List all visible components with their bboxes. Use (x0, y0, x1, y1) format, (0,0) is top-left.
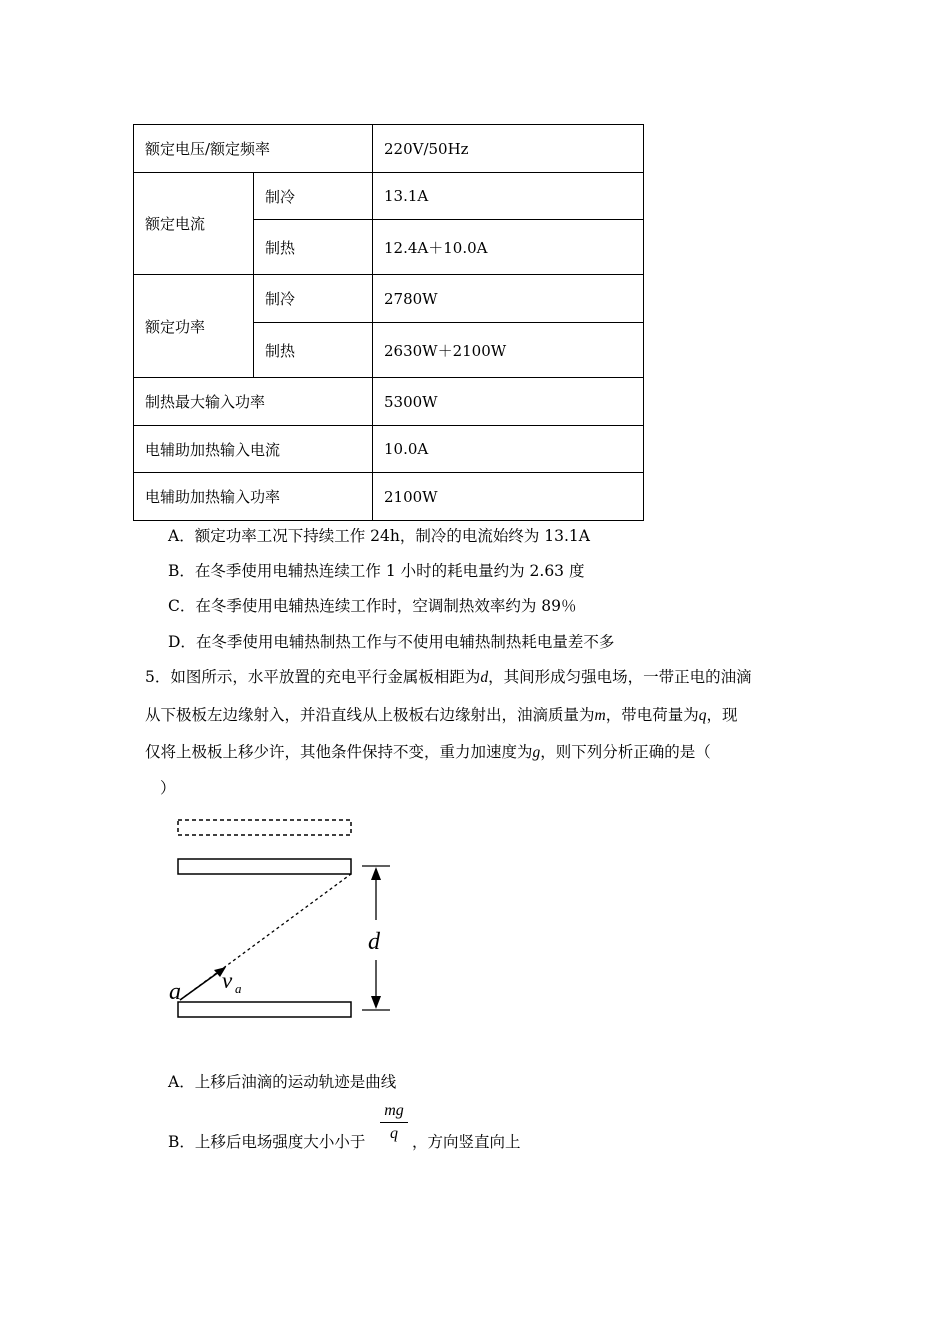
fraction-denominator: q (390, 1125, 398, 1142)
var-d: d (480, 669, 489, 686)
label-v-subscript: a (235, 981, 242, 996)
q5-stem-line4: ） (160, 779, 176, 797)
q5-text: ，其间形成匀强电场，一带正电的油滴 (488, 668, 752, 686)
q5-text: 5．如图所示，水平放置的充电平行金属板相距为 (145, 668, 481, 686)
moved-plate-dashed (178, 820, 351, 835)
q5-text: ，则下列分析正确的是（ (540, 743, 711, 761)
fraction-mg-over-q (380, 1102, 408, 1143)
cell-value: 13.1A (373, 173, 644, 220)
label-d: d (368, 929, 380, 955)
table-row (134, 275, 644, 323)
q5-text: 从下极板左边缘射入，并沿直线从上极板右边缘射出，油滴质量为 (145, 706, 595, 724)
cell-value: 2780W (373, 275, 644, 323)
q5-option-a: A．上移后油滴的运动轨迹是曲线 (168, 1073, 397, 1091)
var-q: q (698, 707, 707, 724)
cell-mode: 制冷 (254, 173, 373, 220)
q4-option-d: D．在冬季使用电辅热制热工作与不使用电辅热制热耗电量差不多 (168, 633, 615, 651)
label-a: a (169, 979, 181, 1005)
table-row (134, 125, 644, 173)
fraction-numerator: mg (380, 1102, 408, 1123)
cell-label: 电辅助加热输入功率 (134, 473, 373, 521)
cell-value: 5300W (373, 378, 644, 426)
q4-option-b: B．在冬季使用电辅热连续工作 1 小时的耗电量约为 2.63 度 (168, 562, 585, 580)
cell-label: 额定功率 (134, 275, 254, 378)
q5-text: ，带电荷量为 (605, 706, 699, 724)
dim-arrowhead-bottom (371, 996, 381, 1009)
q4-option-c: C．在冬季使用电辅热连续工作时，空调制热效率约为 89％ (168, 597, 577, 615)
table-row (134, 378, 644, 426)
q5-option-b (168, 1130, 365, 1152)
cell-value: 2100W (373, 473, 644, 521)
upper-plate (178, 859, 351, 874)
cell-mode: 制热 (254, 323, 373, 378)
q5-option-b-text: B．上移后电场强度大小小于 (168, 1133, 366, 1151)
velocity-arrow (180, 969, 223, 1000)
cell-label: 额定电压/额定频率 (134, 125, 373, 173)
q5-stem-line2 (145, 703, 738, 725)
table-row (134, 173, 644, 220)
cell-mode: 制冷 (254, 275, 373, 323)
table-row (134, 473, 644, 521)
label-v: v (222, 968, 233, 993)
q5-option-b-tail: ，方向竖直向上 (412, 1133, 521, 1151)
capacitor-diagram (160, 810, 400, 1025)
var-m: m (594, 707, 606, 724)
q5-text: 仅将上极板上移少许，其他条件保持不变，重力加速度为 (145, 743, 533, 761)
q5-text: ，现 (706, 706, 738, 724)
q5-stem-line1 (145, 665, 752, 687)
spec-table (133, 124, 644, 521)
cell-value: 220V/50Hz (373, 125, 644, 173)
cell-label: 制热最大输入功率 (134, 378, 373, 426)
lower-plate (178, 1002, 351, 1017)
cell-label: 额定电流 (134, 173, 254, 275)
table-row (134, 426, 644, 473)
cell-value: 10.0A (373, 426, 644, 473)
cell-value: 12.4A＋10.0A (373, 220, 644, 275)
dim-arrowhead-top (371, 867, 381, 880)
q4-option-a: A．额定功率工况下持续工作 24h，制冷的电流始终为 13.1A (168, 527, 590, 545)
cell-value: 2630W＋2100W (373, 323, 644, 378)
q5-stem-line3 (145, 740, 711, 762)
cell-label: 电辅助加热输入电流 (134, 426, 373, 473)
var-g: g (532, 744, 541, 761)
cell-mode: 制热 (254, 220, 373, 275)
